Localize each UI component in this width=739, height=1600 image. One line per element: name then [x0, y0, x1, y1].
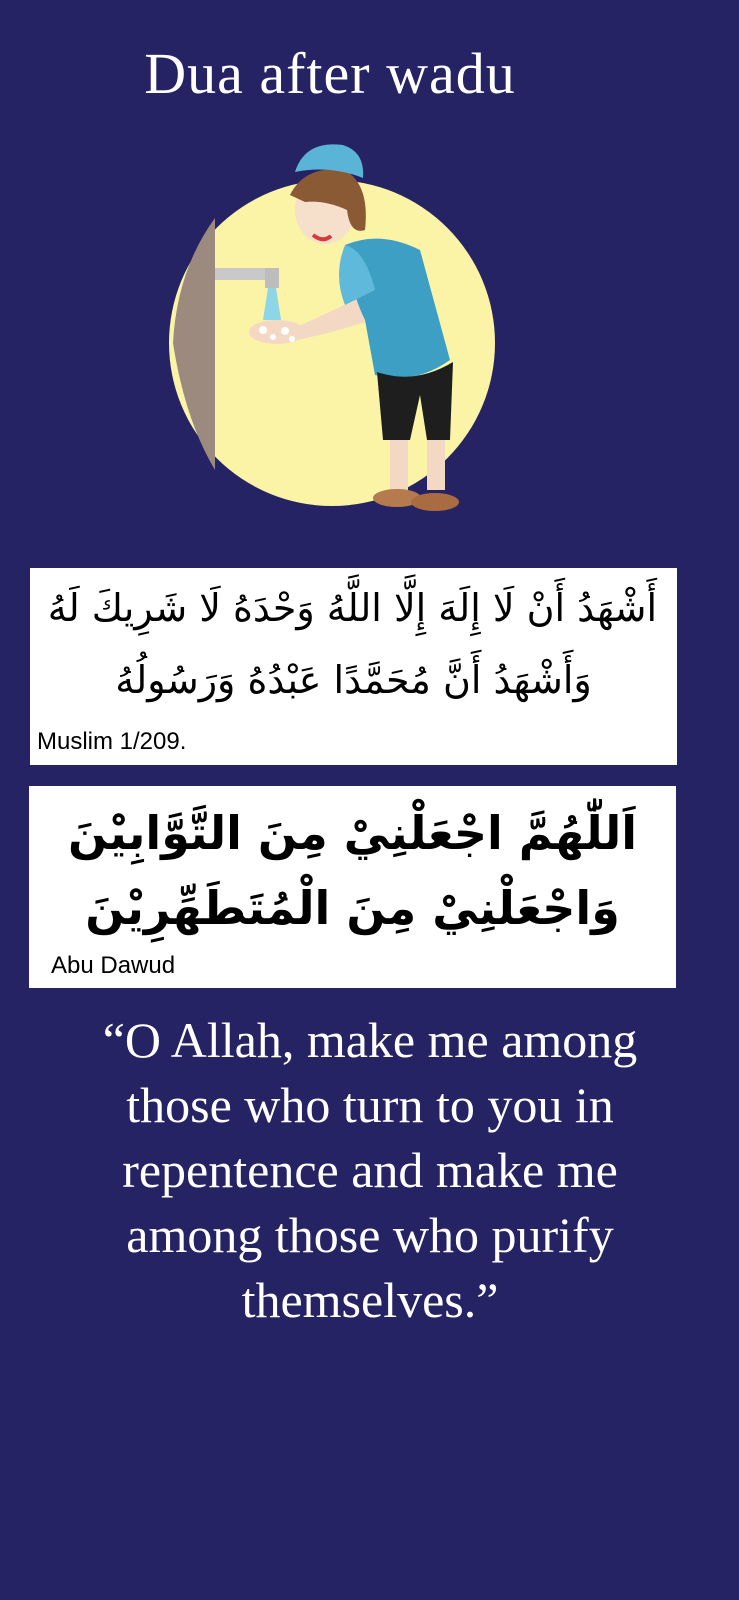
wall [173, 218, 215, 470]
dua2-arabic-line2: وَاجْعَلْنِيْ مِنَ الْمُتَطَهِّرِيْنَ [85, 881, 620, 935]
dua-card-tawwabin [29, 786, 676, 988]
translation-text [10, 1008, 730, 1333]
dua1-source: Muslim 1/209. [37, 728, 187, 755]
dua1-arabic-line2: وَأَشْهَدُ أَنَّ مُحَمَّدًا عَبْدُهُ وَرَسُولُهُ [115, 658, 592, 702]
dua2-source: Abu Dawud [51, 952, 176, 979]
translation-line: those who turn to you in [126, 1077, 614, 1133]
wudu-illustration-icon [165, 140, 525, 540]
dua2-arabic-line1: اَللّٰهُمَّ اجْعَلْنِيْ مِنَ التَّوَّابِيْنَ [67, 806, 638, 860]
page-title: Dua after wadu [144, 41, 516, 106]
translation-line: among those who purify [126, 1207, 614, 1263]
translation-line: themselves.” [241, 1272, 499, 1328]
dua-card-shahada [30, 568, 677, 765]
faucet [215, 268, 267, 280]
dua1-arabic-line1: أَشْهَدُ أَنْ لَا إِلَهَ إِلَّا اللَّهُ وَحْدَهُ لَا شَرِيكَ لَهُ [47, 586, 657, 630]
translation-line: “O Allah, make me among [102, 1012, 638, 1068]
sandal-right [411, 493, 459, 511]
translation-line: repentence and make me [122, 1142, 618, 1198]
